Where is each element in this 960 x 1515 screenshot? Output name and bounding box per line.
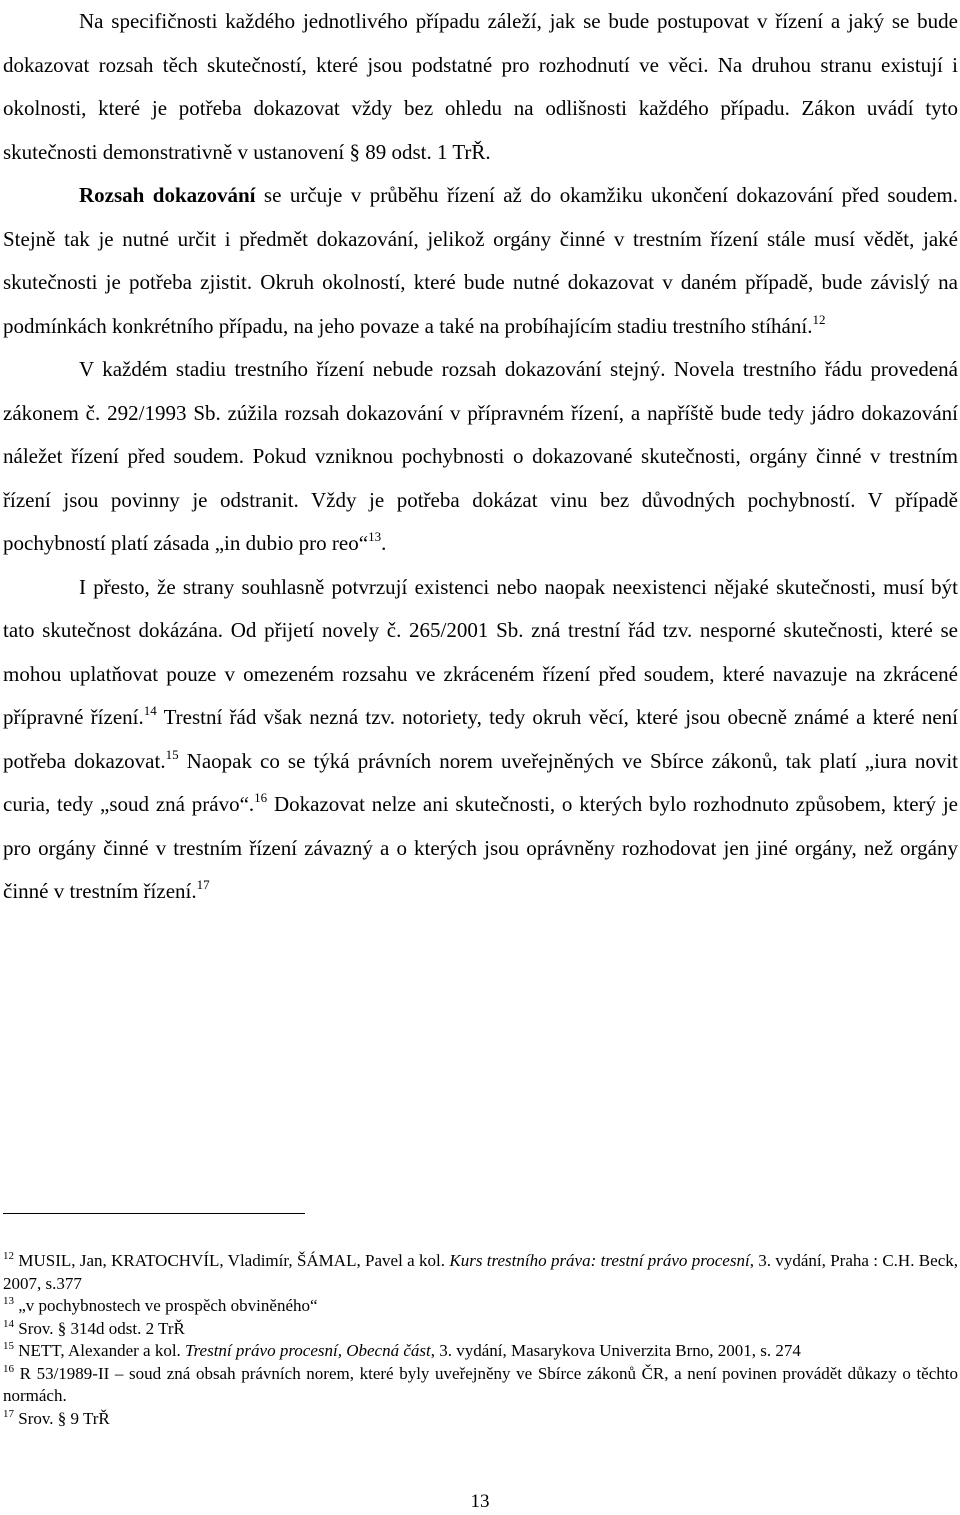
- footnote-text: MUSIL, Jan, KRATOCHVÍL, Vladimír, ŠÁMAL, Pavel a kol.: [14, 1251, 450, 1270]
- footnote-separator: [3, 1213, 305, 1214]
- paragraph-2-text: se určuje v průběhu řízení až do okamžiku ukončení dokazování před soudem. Stejně tak je nutné určit i předmět dokazování, jelikož orgány činné v trestním řízení stále musí vědět, jaké skutečnosti je potřeba zjistit. Okruh okolností, které bude nutné dokazovat v daném případě, bude závislý na podmínkách konkrétního případu, na jeho povaze a také na probíhajícím stadiu trestního stíhání.: [3, 183, 959, 338]
- footnote: [3, 1250, 958, 1295]
- footnote: [3, 1408, 958, 1431]
- footnote-title: Trestní právo procesní, Obecná část: [185, 1341, 431, 1360]
- paragraph-3: [3, 348, 958, 566]
- paragraph-1-text: Na specifičnosti každého jednotlivého případu záleží, jak se bude postupovat v řízení a jaký se bude dokazovat rozsah těch skutečností, které jsou podstatné pro rozhodnutí ve věci. Na druhou stranu existují i okolnosti, které je potřeba dokazovat vždy bez ohledu na odlišnosti každého případu. Zákon uvádí tyto skutečnosti demonstrativně v ustanovení § 89 odst. 1 TrŘ.: [3, 9, 958, 164]
- paragraph-4-text-b: Trestní řád však nezná tzv. notoriety, tedy okruh věcí, které jsou obecně známé a které není potřeba dokazovat.: [3, 705, 958, 773]
- paragraph-3-text: V každém stadiu trestního řízení nebude rozsah dokazování stejný. Novela trestního řádu provedená zákonem č. 292/1993 Sb. zúžila rozsah dokazování v přípravném řízení, a napříště bude tedy jádro dokazování náležet řízení před soudem. Pokud vzniknou pochybnosti o dokazované skutečnosti, orgány činné v trestním řízení jsou povinny je odstranit. Vždy je potřeba dokázat vinu bez důvodných pochybností. V případě pochybností platí zásada „in dubio pro reo“: [3, 357, 958, 555]
- footnote-number: 15: [3, 1340, 14, 1352]
- paragraph-2-bold-term: Rozsah dokazování: [79, 183, 256, 207]
- paragraph-4-text-d: Dokazovat nelze ani skutečnosti, o kterých bylo rozhodnuto způsobem, který je pro orgány činné v trestním řízení závazný a o kterých jsou oprávněny rozhodovat jen jiné orgány, než orgány činné v trestním řízení.: [3, 792, 958, 903]
- paragraph-2: [3, 174, 958, 348]
- page-number: 13: [470, 1491, 490, 1512]
- footnote-ref-14: 14: [143, 703, 157, 718]
- footnote-number: 16: [3, 1362, 14, 1375]
- footnote: [3, 1318, 958, 1341]
- body-text: [3, 0, 958, 914]
- footnote-text: NETT, Alexander a kol.: [14, 1341, 186, 1360]
- footnote-text: R 53/1989-II – soud zná obsah právních norem, které byly uveřejněny ve Sbírce zákonů ČR, a není povinen provádět důkazy o těchto normách.: [3, 1363, 958, 1405]
- footnote: [3, 1295, 958, 1318]
- footnote-text: „v pochybnostech ve prospěch obviněného“: [14, 1296, 318, 1315]
- footnote-ref-16: 16: [254, 790, 268, 805]
- footnote-ref-17: 17: [196, 877, 210, 892]
- footnote-text: Srov. § 314d odst. 2 TrŘ: [14, 1318, 185, 1338]
- footnote-number: 13: [3, 1295, 14, 1307]
- paragraph-4-text-c: Naopak co se týká právních norem uveřejněných ve Sbírce zákonů, tak platí „iura novit curia, tedy „soud zná právo“.: [3, 748, 958, 816]
- footnote-number: 14: [3, 1317, 14, 1330]
- footnote-ref-13: 13: [368, 529, 382, 544]
- footnote-text-end: , 3. vydání, Masarykova Univerzita Brno, 2001, s. 274: [430, 1341, 801, 1360]
- paragraph-4: [3, 566, 958, 914]
- footnote: [3, 1363, 958, 1408]
- footnote-number: 17: [3, 1407, 14, 1420]
- footnote-ref-12: 12: [812, 311, 826, 327]
- footnote-text: Srov. § 9 TrŘ: [14, 1408, 110, 1428]
- paragraph-4-text-a: I přesto, že strany souhlasně potvrzují existenci nebo naopak neexistenci nějaké skutečnosti, musí být tato skutečnost dokázána. Od přijetí novely č. 265/2001 Sb. zná trestní řád tzv. nesporné skutečnosti, které se mohou uplatňovat pouze v omezeném rozsahu ve zkráceném řízení před soudem, které navazuje na zkrácené přípravné řízení.: [3, 574, 958, 729]
- footnote-ref-15: 15: [165, 746, 179, 762]
- footnote-text-end: , 3. vydání, Praha : C.H. Beck, 2007, s.377: [3, 1251, 958, 1293]
- footnotes: [3, 1250, 958, 1430]
- footnote-title: Kurs trestního práva: trestní právo procesní: [449, 1251, 750, 1270]
- paragraph-3-end: .: [381, 531, 387, 555]
- footnote-number: 12: [3, 1250, 14, 1262]
- footnote: [3, 1340, 958, 1363]
- paragraph-1: [3, 0, 958, 174]
